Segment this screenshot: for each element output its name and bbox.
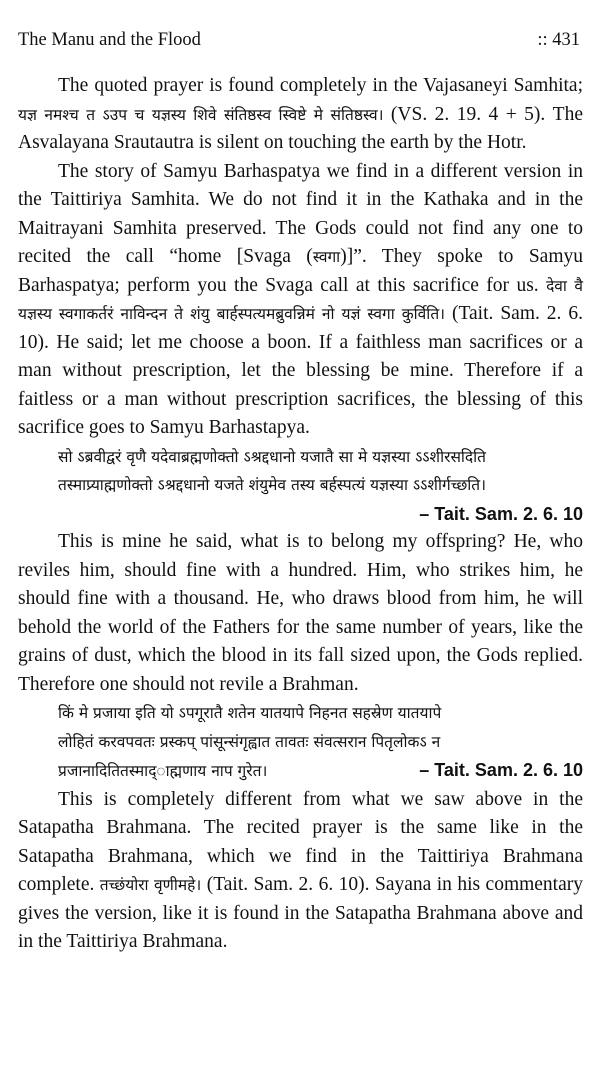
sanskrit-term: स्वगा <box>312 248 341 266</box>
paragraph-text: (Tait. Sam. 2. 6. 10). He said; let me choose a boon. If a faithless man sacrifices or a man without prescription, let the blessing be mine. Therefore if a faitless or a man without prescription sacrifices, the blessing of this sacrifice goes to Samyu Barhastapya. <box>18 303 583 438</box>
sanskrit-verse-2 <box>58 699 583 786</box>
paragraph-text: (VS. 2. 19. 4 + 5). The Asvalayana Srautautra is silent on touching the earth by the Hotr. <box>18 103 583 153</box>
paragraph-text: (Tait. Sam. 2. 6. 10). Sayana in his commentary gives the version, like it is found in the Satapatha Brahmana above and in the Taittiriya Brahmana. <box>18 874 583 952</box>
paragraph-text: The story of Samyu Barhaspatya we find in a different version in the Taittiriya Samhita. We do not find it in the Kathaka and in the Maitrayani Samhita preserved. The Gods could not find any one to recited the call “home [Svaga ( <box>18 160 583 267</box>
citation: – Tait. Sam. 2. 6. 10 <box>419 503 583 524</box>
page-body <box>18 72 583 957</box>
paragraph-text: )]”. They spoke to Samyu Barhaspatya; perform you the Svaga call at this sacrifice for us. <box>18 246 583 296</box>
verse-line: लोहितं करवपवतः प्रस्कप् पांसून्संगृह्वात तावतः संवत्सरान पितृलोकऽ न <box>58 732 441 751</box>
paragraph-text: The quoted prayer is found completely in the Vajasaneyi Samhita; <box>58 75 583 96</box>
page-number: :: 431 <box>537 30 580 50</box>
paragraph-comparison <box>18 786 583 957</box>
sanskrit-quote: देवा वै यज्ञस्य स्वगाकर्तरं नाविन्दन ते शंयु बार्हस्पत्यमब्रुवन्निमं नो यज्ञं स्वगा कुर्विति। <box>18 276 583 323</box>
verse-line-with-citation <box>58 756 583 786</box>
verse-line: सो ऽब्रवीद्वरं वृणै यदेवाब्रह्मणोक्तो ऽश्रद्दधानो यजातै सा मे यज्ञस्या ऽऽशीरसदिति <box>58 447 487 466</box>
sanskrit-quote: यज्ञ नमश्च त ऽउप च यज्ञस्य शिवे संतिष्ठस्व स्विष्टे मे संतिष्ठस्व। <box>18 105 384 124</box>
paragraph-vajasaneyi <box>18 72 583 158</box>
verse-line: तस्माप्र्याह्मणोक्तो ऽश्रद्दधानो यजते शंयुमेव तस्य बर्हस्पत्यं यज्ञस्या ऽऽशीर्गच्छति। <box>58 476 486 494</box>
paragraph-text: This is completely different from what we saw above in the Satapatha Brahmana. The recited prayer is the same like in the Satapatha Brahmana, which we find in the Taittiriya Brahmana complete. <box>18 788 583 895</box>
paragraph-samyu-story <box>18 158 583 443</box>
paragraph-offspring: This is mine he said, what is to belong my offspring? He, who reviles him, should fine with a hundred. Him, who strikes him, he should fine with a thousand. He, who draws blood from him, he will behold the world of the Fathers for the same number of years, like the grains of dust, which the blood in its fall sized upon, the Gods replied. Therefore one should not revile a Brahman. <box>18 531 583 695</box>
citation: – Tait. Sam. 2. 6. 10 <box>419 760 583 780</box>
sanskrit-quote: तच्छंयोरा वृणीमहे। <box>99 876 202 894</box>
sanskrit-verse-1 <box>58 443 583 500</box>
verse-line: प्रजानादितितस्माद्ाह्मणाय नाप गुरेत। <box>58 762 268 780</box>
header-title: The Manu and the Flood <box>18 30 201 50</box>
verse-line: किं मे प्रजाया इति यो ऽपगूरातै शतेन यातयापे निहनत सहस्रेण यातयापे <box>58 704 442 722</box>
running-header <box>18 30 580 56</box>
